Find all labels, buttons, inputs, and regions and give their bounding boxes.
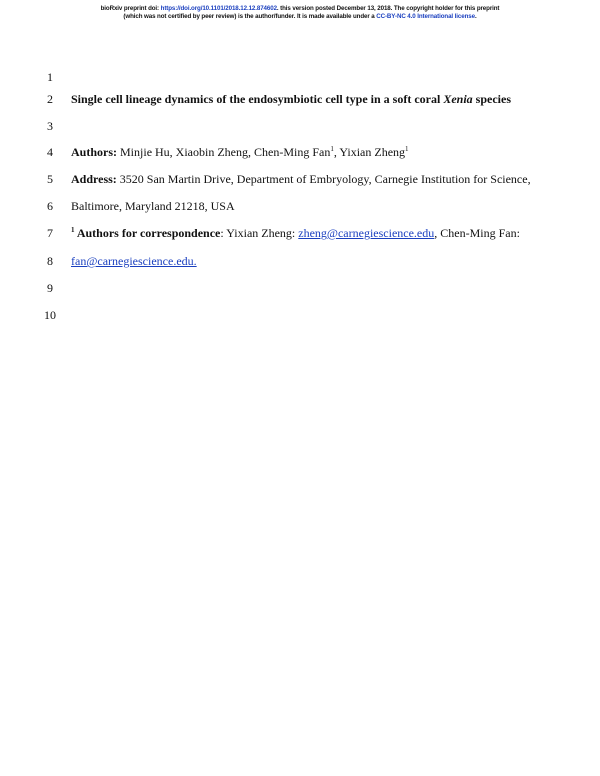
title-part-2: species (472, 92, 511, 106)
line-number-9: 9 (47, 281, 53, 295)
line-number-4: 4 (47, 145, 53, 159)
email-link-fan[interactable]: fan@carnegiescience.edu. (71, 254, 197, 268)
line-number-3: 3 (47, 119, 53, 133)
doi-link[interactable]: https://doi.org/10.1101/2018.12.12.874602 (160, 5, 277, 12)
line-number-6: 6 (47, 199, 53, 213)
title-part-1: Single cell lineage dynamics of the endosymbiotic cell type in a soft coral (71, 92, 444, 106)
address-line-2: Baltimore, Maryland 21218, USA (71, 199, 235, 213)
address-label: Address: (71, 172, 117, 186)
paper-title (71, 92, 511, 106)
correspondence-line-2 (71, 254, 197, 268)
authors-names-a: Minjie Hu, Xiaobin Zheng, Chen-Ming Fan (117, 145, 331, 159)
header-prefix-2: (which was not certified by peer review) is the author/funder. It is made available under a (123, 13, 377, 20)
correspondence-line (71, 226, 520, 240)
header-line-1 (0, 5, 600, 13)
authors-line (71, 145, 409, 159)
header-suffix-2: . (474, 13, 477, 20)
title-species: Xenia (443, 92, 473, 106)
affiliation-mark-a: 1 (330, 145, 334, 153)
header-prefix: bioRxiv preprint doi: (100, 5, 161, 12)
authors-names-b: , Yixian Zheng (333, 145, 406, 159)
authors-label: Authors: (71, 145, 118, 159)
correspondence-text-2: , Chen-Ming Fan: (434, 226, 520, 240)
header-line-2 (0, 13, 600, 21)
address-text-1: 3520 San Martin Drive, Department of Embryology, Carnegie Institution for Science, (116, 172, 531, 186)
correspondence-label: Authors for correspondence (74, 226, 221, 240)
preprint-header (0, 5, 600, 21)
affiliation-mark-b: 1 (405, 145, 409, 153)
header-suffix: . this version posted December 13, 2018. The copyright holder for this preprint (276, 5, 500, 12)
line-number-10: 10 (44, 308, 56, 322)
line-number-5: 5 (47, 172, 53, 186)
line-number-1: 1 (47, 70, 53, 84)
line-number-8: 8 (47, 254, 53, 268)
correspondence-text-1: : Yixian Zheng: (220, 226, 299, 240)
line-number-2: 2 (47, 92, 53, 106)
line-number-7: 7 (47, 226, 53, 240)
address-line-1 (71, 172, 531, 186)
email-link-zheng[interactable]: zheng@carnegiescience.edu (298, 226, 435, 240)
license-link[interactable]: CC-BY-NC 4.0 International license (376, 13, 475, 20)
correspondence-mark: 1 (71, 226, 75, 234)
